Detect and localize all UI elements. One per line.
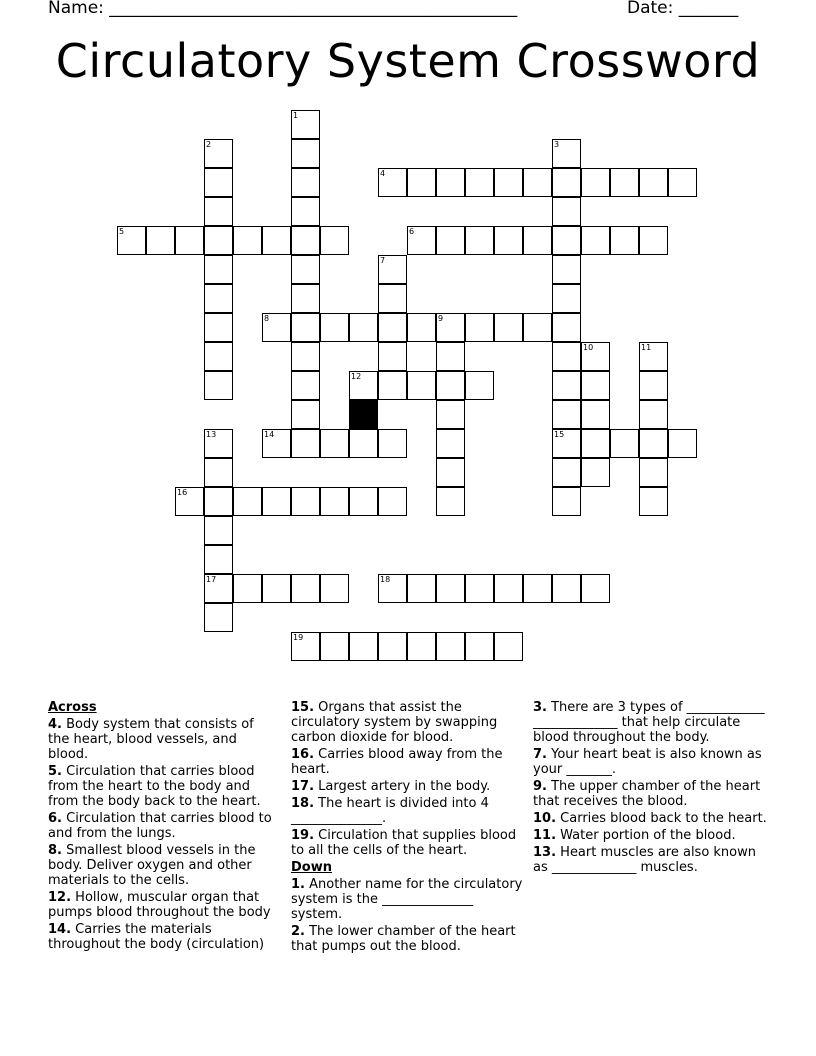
clue-number-label: 7. <box>533 747 547 762</box>
crossword-cell[interactable] <box>436 458 465 487</box>
crossword-cell[interactable] <box>668 429 697 458</box>
crossword-cell[interactable] <box>552 458 581 487</box>
clue-item <box>291 828 523 858</box>
crossword-cell[interactable] <box>291 342 320 371</box>
crossword-cell[interactable] <box>291 284 320 313</box>
crossword-cell[interactable] <box>610 226 639 255</box>
crossword-cell[interactable] <box>581 342 610 371</box>
crossword-cell[interactable] <box>581 400 610 429</box>
crossword-cell[interactable] <box>204 487 233 516</box>
crossword-cell[interactable] <box>204 458 233 487</box>
crossword-cell[interactable] <box>117 226 146 255</box>
clue-item <box>533 828 773 843</box>
crossword-cell[interactable] <box>291 110 320 139</box>
crossword-cell[interactable] <box>639 168 668 197</box>
crossword-cell[interactable] <box>175 226 204 255</box>
crossword-cell[interactable] <box>436 429 465 458</box>
clue-text: The upper chamber of the heart that receives the blood. <box>533 779 761 809</box>
crossword-cell[interactable] <box>436 400 465 429</box>
crossword-cell[interactable] <box>639 342 668 371</box>
crossword-cell[interactable] <box>146 226 175 255</box>
clue-number-label: 13. <box>533 845 557 860</box>
crossword-cell[interactable] <box>291 255 320 284</box>
crossword-cell[interactable] <box>320 313 349 342</box>
crossword-cell[interactable] <box>204 139 233 168</box>
clue-text: Smallest blood vessels in the body. Deliver oxygen and other materials to the cells. <box>48 843 256 888</box>
crossword-cell[interactable] <box>204 342 233 371</box>
clue-item <box>291 877 523 922</box>
crossword-cell[interactable] <box>378 574 407 603</box>
crossword-cell[interactable] <box>639 371 668 400</box>
name-field-label: Name: ________________________________________________ <box>48 0 518 18</box>
crossword-cell[interactable] <box>233 574 262 603</box>
clue-number: 2 <box>206 140 212 149</box>
clue-number-label: 2. <box>291 924 305 939</box>
clue-text: Hollow, muscular organ that pumps blood throughout the body <box>48 890 271 920</box>
clue-number: 7 <box>380 256 386 265</box>
crossword-cell[interactable] <box>349 429 378 458</box>
crossword-cell[interactable] <box>581 574 610 603</box>
clue-item <box>48 843 276 888</box>
crossword-cell[interactable] <box>204 574 233 603</box>
clue-text: Water portion of the blood. <box>556 828 736 843</box>
crossword-cell[interactable] <box>436 226 465 255</box>
clue-number-label: 11. <box>533 828 557 843</box>
crossword-cell[interactable] <box>552 284 581 313</box>
crossword-cell[interactable] <box>552 313 581 342</box>
crossword-cell[interactable] <box>436 632 465 661</box>
clue-number: 4 <box>380 169 386 178</box>
crossword-cell[interactable] <box>610 168 639 197</box>
clue-number-label: 19. <box>291 828 315 843</box>
clue-text: Circulation that carries blood to and from the lungs. <box>48 811 272 841</box>
crossword-cell[interactable] <box>204 284 233 313</box>
crossword-cell[interactable] <box>465 371 494 400</box>
crossword-cell[interactable] <box>291 632 320 661</box>
clue-number-label: 5. <box>48 764 62 779</box>
clue-text: Heart muscles are also known as _____________ muscles. <box>533 845 757 875</box>
clue-column-2 <box>291 700 523 956</box>
crossword-cell[interactable] <box>204 516 233 545</box>
crossword-cell[interactable] <box>407 168 436 197</box>
crossword-cell[interactable] <box>523 168 552 197</box>
crossword-cell[interactable] <box>204 255 233 284</box>
crossword-cell[interactable] <box>407 574 436 603</box>
crossword-cell[interactable] <box>291 400 320 429</box>
clue-text: Carries blood away from the heart. <box>291 747 503 777</box>
clue-text: Body system that consists of the heart, blood vessels, and blood. <box>48 717 254 762</box>
clue-number-label: 12. <box>48 890 72 905</box>
crossword-cell[interactable] <box>436 168 465 197</box>
clue-item <box>48 764 276 809</box>
crossword-cell[interactable] <box>291 197 320 226</box>
crossword-cell[interactable] <box>668 168 697 197</box>
crossword-cell[interactable] <box>378 371 407 400</box>
crossword-cell[interactable] <box>233 487 262 516</box>
crossword-cell[interactable] <box>204 313 233 342</box>
clue-item <box>48 811 276 841</box>
crossword-cell[interactable] <box>639 400 668 429</box>
crossword-cell[interactable] <box>494 226 523 255</box>
clue-number: 9 <box>438 314 444 323</box>
crossword-cell[interactable] <box>639 458 668 487</box>
clue-number-label: 16. <box>291 747 315 762</box>
clue-number: 6 <box>409 227 415 236</box>
page-title: Circulatory System Crossword <box>55 34 761 88</box>
clue-number: 18 <box>380 575 391 584</box>
clue-column-3 <box>533 700 773 877</box>
crossword-cell[interactable] <box>349 487 378 516</box>
clue-text: Carries blood back to the heart. <box>556 811 767 826</box>
clue-item <box>48 890 276 920</box>
crossword-cell[interactable] <box>552 226 581 255</box>
crossword-cell[interactable] <box>291 139 320 168</box>
crossword-cell[interactable] <box>291 226 320 255</box>
crossword-cell[interactable] <box>523 313 552 342</box>
crossword-cell[interactable] <box>436 342 465 371</box>
crossword-cell[interactable] <box>378 429 407 458</box>
crossword-cell[interactable] <box>639 226 668 255</box>
crossword-cell[interactable] <box>320 429 349 458</box>
crossword-cell[interactable] <box>581 168 610 197</box>
crossword-cell[interactable] <box>349 313 378 342</box>
crossword-cell[interactable] <box>378 284 407 313</box>
clue-text: Your heart beat is also known as your _______. <box>533 747 762 777</box>
crossword-cell[interactable] <box>552 487 581 516</box>
crossword-cell[interactable] <box>494 168 523 197</box>
crossword-cell[interactable] <box>378 255 407 284</box>
crossword-cell[interactable] <box>233 226 262 255</box>
crossword-cell[interactable] <box>581 371 610 400</box>
crossword-cell[interactable] <box>465 226 494 255</box>
clue-text: Circulation that supplies blood to all the cells of the heart. <box>291 828 517 858</box>
crossword-cell[interactable] <box>407 371 436 400</box>
clue-number: 17 <box>206 575 217 584</box>
crossword-cell[interactable] <box>378 632 407 661</box>
crossword-cell[interactable] <box>523 226 552 255</box>
clue-text: Carries the materials throughout the body (circulation) <box>48 922 265 952</box>
clue-item <box>533 811 773 826</box>
clue-text: Circulation that carries blood from the heart to the body and from the body back to the heart. <box>48 764 261 809</box>
crossword-cell[interactable] <box>204 603 233 632</box>
clue-number: 14 <box>264 430 275 439</box>
crossword-cell[interactable] <box>204 371 233 400</box>
crossword-cell[interactable] <box>320 574 349 603</box>
crossword-cell[interactable] <box>291 574 320 603</box>
clue-item <box>291 924 523 954</box>
crossword-cell[interactable] <box>320 226 349 255</box>
crossword-cell[interactable] <box>204 197 233 226</box>
clue-text: The lower chamber of the heart that pumps out the blood. <box>291 924 516 954</box>
clue-number: 3 <box>554 140 560 149</box>
clue-number-label: 1. <box>291 877 305 892</box>
crossword-cell[interactable] <box>262 226 291 255</box>
crossword-cell[interactable] <box>378 342 407 371</box>
crossword-cell[interactable] <box>204 168 233 197</box>
crossword-cell[interactable] <box>291 168 320 197</box>
crossword-cell[interactable] <box>291 429 320 458</box>
crossword-cell[interactable] <box>552 168 581 197</box>
clue-number-label: 18. <box>291 796 315 811</box>
clue-item <box>291 796 523 826</box>
crossword-cell[interactable] <box>378 313 407 342</box>
clue-number: 1 <box>293 111 299 120</box>
clue-number: 12 <box>351 372 362 381</box>
clue-number: 13 <box>206 430 217 439</box>
crossword-cell[interactable] <box>407 313 436 342</box>
crossword-cell[interactable] <box>552 400 581 429</box>
crossword-cell[interactable] <box>494 313 523 342</box>
crossword-cell[interactable] <box>639 487 668 516</box>
crossword-cell[interactable] <box>552 342 581 371</box>
crossword-cell[interactable] <box>552 429 581 458</box>
crossword-cell[interactable] <box>407 632 436 661</box>
crossword-cell[interactable] <box>581 226 610 255</box>
section-heading: Down <box>291 860 332 875</box>
clue-number: 16 <box>177 488 188 497</box>
clue-number: 19 <box>293 633 304 642</box>
clue-text: Largest artery in the body. <box>314 779 491 794</box>
crossword-cell[interactable] <box>552 139 581 168</box>
crossword-cell[interactable] <box>436 574 465 603</box>
crossword-cell[interactable] <box>291 371 320 400</box>
clue-item <box>291 779 523 794</box>
section-heading: Across <box>48 700 97 715</box>
clue-text: Another name for the circulatory system is the ______________ system. <box>291 877 523 922</box>
crossword-cell[interactable] <box>378 168 407 197</box>
clue-item <box>48 717 276 762</box>
clue-item <box>291 700 523 745</box>
crossword-cell[interactable] <box>436 371 465 400</box>
crossword-cell[interactable] <box>552 255 581 284</box>
crossword-cell[interactable] <box>378 487 407 516</box>
clue-number-label: 15. <box>291 700 315 715</box>
crossword-cell[interactable] <box>407 226 436 255</box>
crossword-cell[interactable] <box>581 429 610 458</box>
clue-column-1 <box>48 700 276 954</box>
clue-number-label: 10. <box>533 811 557 826</box>
crossword-cell[interactable] <box>465 574 494 603</box>
crossword-cell[interactable] <box>465 168 494 197</box>
clue-number-label: 3. <box>533 700 547 715</box>
clue-item <box>48 922 276 952</box>
clue-number: 8 <box>264 314 270 323</box>
clue-text: Organs that assist the circulatory system by swapping carbon dioxide for blood. <box>291 700 498 745</box>
clue-number-label: 4. <box>48 717 62 732</box>
crossword-cell[interactable] <box>494 632 523 661</box>
clue-text: The heart is divided into 4 ______________. <box>291 796 489 826</box>
crossword-cell[interactable] <box>320 487 349 516</box>
clue-item <box>291 747 523 777</box>
crossword-cell[interactable] <box>552 371 581 400</box>
clue-number: 11 <box>641 343 652 352</box>
clue-number-label: 6. <box>48 811 62 826</box>
crossword-cell[interactable] <box>465 632 494 661</box>
crossword-cell[interactable] <box>552 574 581 603</box>
crossword-cell[interactable] <box>465 313 494 342</box>
crossword-cell[interactable] <box>291 313 320 342</box>
crossword-cell[interactable] <box>436 313 465 342</box>
crossword-cell[interactable] <box>262 487 291 516</box>
crossword-cell[interactable] <box>204 226 233 255</box>
crossword-cell[interactable] <box>349 371 378 400</box>
crossword-cell[interactable] <box>262 313 291 342</box>
clue-item <box>533 779 773 809</box>
clue-item <box>533 700 773 745</box>
crossword-cell[interactable] <box>639 429 668 458</box>
crossword-cell[interactable] <box>262 429 291 458</box>
crossword-cell[interactable] <box>175 487 204 516</box>
crossword-cell[interactable] <box>610 429 639 458</box>
crossword-cell[interactable] <box>552 197 581 226</box>
crossword-cell[interactable] <box>349 632 378 661</box>
clue-text: There are 3 types of ____________ _____________ that help circulate blood throughout the body. <box>533 700 765 745</box>
crossword-cell[interactable] <box>581 458 610 487</box>
clue-number: 10 <box>583 343 594 352</box>
crossword-cell[interactable] <box>291 487 320 516</box>
crossword-cell[interactable] <box>320 632 349 661</box>
date-field-label: Date: _______ <box>627 0 739 18</box>
clue-number-label: 14. <box>48 922 72 937</box>
clue-item <box>533 845 773 875</box>
clue-number: 5 <box>119 227 125 236</box>
crossword-cell[interactable] <box>523 574 552 603</box>
crossword-cell[interactable] <box>204 545 233 574</box>
clue-number-label: 9. <box>533 779 547 794</box>
black-square <box>349 400 378 429</box>
clue-number: 15 <box>554 430 565 439</box>
crossword-cell[interactable] <box>262 574 291 603</box>
clue-number-label: 8. <box>48 843 62 858</box>
clue-item <box>533 747 773 777</box>
crossword-cell[interactable] <box>494 574 523 603</box>
crossword-cell[interactable] <box>436 487 465 516</box>
clue-number-label: 17. <box>291 779 315 794</box>
crossword-cell[interactable] <box>204 429 233 458</box>
